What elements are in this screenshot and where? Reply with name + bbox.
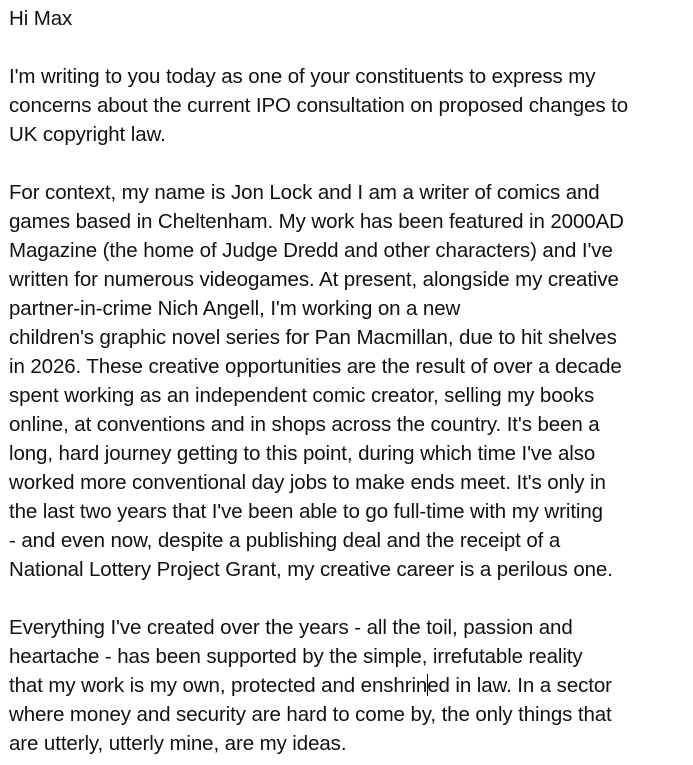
text-line: written for numerous videogames. At present, alongside my creative — [9, 268, 619, 291]
text-line: Magazine (the home of Judge Dredd and other characters) and I've — [9, 239, 613, 262]
text-line: National Lottery Project Grant, my creative career is a perilous one. — [9, 558, 613, 581]
text-line: spent working as an independent comic creator, selling my books — [9, 384, 595, 407]
paragraph-1 — [9, 62, 689, 149]
text-line: children's graphic novel series for Pan Macmillan, due to hit shelves — [9, 326, 617, 349]
paragraph-gap — [9, 33, 689, 62]
text-line: long, hard journey getting to this point, during which time I've also — [9, 442, 596, 465]
text-line: where money and security are hard to come by, the only things that — [9, 703, 612, 726]
text-line: heartache - has been supported by the simple, irrefutable reality — [9, 645, 583, 668]
text-line: - and even now, despite a publishing deal and the receipt of a — [9, 529, 561, 552]
text-line: the last two years that I've been able to go full-time with my writing — [9, 500, 603, 523]
greeting: Hi Max — [9, 7, 73, 30]
text-line: worked more conventional day jobs to make ends meet. It's only in — [9, 471, 606, 494]
text-before-caret: that my work is my own, protected and enshrin — [9, 674, 428, 697]
text-line: concerns about the current IPO consultation on proposed changes to — [9, 94, 629, 117]
text-line: I'm writing to you today as one of your constituents to express my — [9, 65, 596, 88]
text-line: For context, my name is Jon Lock and I am a writer of comics and — [9, 181, 600, 204]
paragraph-gap — [9, 149, 689, 178]
text-line: online, at conventions and in shops across the country. It's been a — [9, 413, 600, 436]
paragraph-3 — [9, 613, 689, 758]
text-line: in 2026. These creative opportunities are the result of over a decade — [9, 355, 622, 378]
letter-body[interactable] — [9, 4, 689, 758]
text-line: partner-in-crime Nich Angell, I'm working on a new — [9, 297, 461, 320]
text-line: Everything I've created over the years - all the toil, passion and — [9, 616, 573, 639]
paragraph-gap — [9, 584, 689, 613]
text-line-with-caret — [9, 671, 689, 700]
text-line: games based in Cheltenham. My work has been featured in 2000AD — [9, 210, 624, 233]
paragraph-2 — [9, 178, 689, 584]
text-after-caret: ed in law. In a sector — [427, 674, 612, 697]
text-line: UK copyright law. — [9, 123, 166, 146]
text-line: are utterly, utterly mine, are my ideas. — [9, 732, 347, 755]
